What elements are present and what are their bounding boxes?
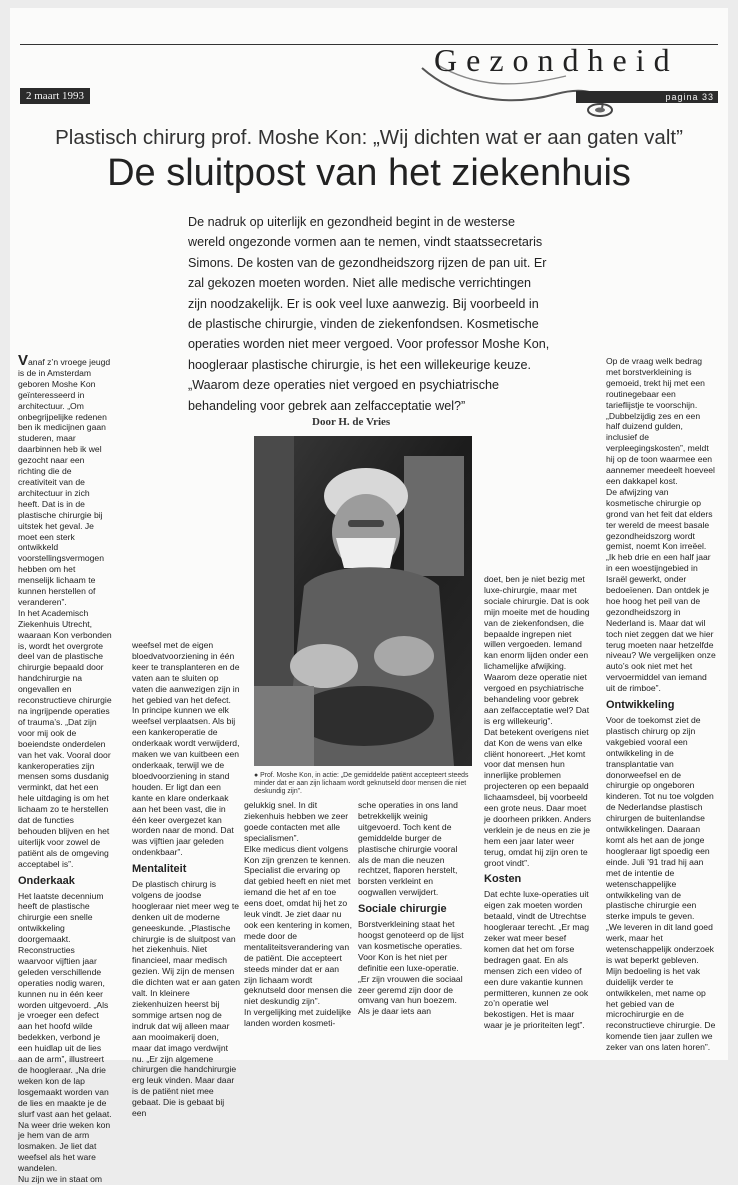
photo-caption: ● Prof. Moshe Kon, in actie: „De gemiddelde patiënt accepteert steeds minder dat er aan zijn lichaam wordt geknutseld door mensen die niet deskundig zijn”.: [254, 772, 469, 796]
subheading: Ontwikkeling: [606, 699, 675, 712]
paragraph: De afwijzing van kosmetische chirurgie op grond van het feit dat elders ter wereld de meest basale gezondheidszorg wordt gemist, noemt Kon irreëel. „Ik heb drie en een half jaar in een woestijngebied in Israël gewerkt, onder bedoeïenen. Dan ontdek je hoe hoog het peil van de gezondheidszorg in Nederland is. Maar dat wil toch niet zeggen dat we hier terug moeten naar hetzelfde niveau? We vergelijken onze auto’s ook niet met het vervoermiddel van iemand uit de rimboe”.: [606, 486, 716, 694]
byline: Door H. de Vries: [312, 416, 391, 428]
paragraph: anaf z’n vroege jeugd is de in Amsterdam geboren Moshe Kon geïnteresseerd in architectuur. „Om onbegrijpelijke redenen ben ik medicijnen gaan studeren, maar daarbinnen heb ik wel gezocht naar een richting die de creativiteit van de architectuur in zich heeft. Dat is in de plastische chirurgie bij uitstek het geval. Je moet een sterk ontwikkeld voorstellingsvermogen hebben om het menselijk lichaam te kunnen herstellen of veranderen”.: [18, 357, 111, 607]
paragraph: De plastisch chirurg is volgens de joodse hoogleraar niet meer weg te denken uit de moderne geneeskunde. „Plastische chirurgie is de sluitpost van het ziekenhuis. Niet financieel, maar medisch gezien. Wij zijn de mensen die dichten wat er aan gaten valt. In kleinere ziekenhuizen heerst bij sommige artsen nog de indruk dat wij alleen maar aan mooimakerij doen, maar dat imago verdwijnt nu. „Er zijn algemene chirurgen die handchirurgie erg leuk vinden. Maar daar is de patiënt niet mee gebaat. Die is gebaat bij een: [132, 879, 240, 1119]
article-column-6: [606, 356, 716, 1053]
article-column-3: [244, 800, 352, 1029]
paragraph: In vergelijking met zuidelijke landen worden kosmeti-: [244, 1007, 351, 1029]
issue-date: 2 maart 1993: [20, 88, 90, 104]
kicker: Plastisch chirurg prof. Moshe Kon: „Wij dichten wat er aan gaten valt”: [55, 126, 683, 149]
paragraph: Op de vraag welk bedrag met borstverkleining is gemoeid, trekt hij met een routinegebaar een tarieflijstje te voorschijn. „Dubbelzijdig zes en een half duizend gulden, inclusief de verpleegingskosten”, meldt hij op de toon waarmee een aannemer meedeelt hoeveel een dakkapel kost.: [606, 356, 715, 486]
subheading: Kosten: [484, 873, 522, 886]
article-column-2: [132, 640, 240, 1119]
article-column-4: [358, 800, 466, 1017]
lede: De nadruk op uiterlijk en gezondheid begint in de westerse wereld ongezonde vormen aan te nemen, vindt staatssecretaris Simons. De kosten van de gezondheidszorg rijzen de pan uit. Er zal gekozen moeten worden. Niet alle medische verrichtingen zijn noodzakelijk. Er is ook veel luxe aanwezig. Bij voorbeeld in de plastische chirurgie, vinden de ziekenfondsen. Kosmetische operaties worden niet meer vergoed. Voor professor Moshe Kon, hoogleraar plastische chirurgie, is het een willekeurige keuze. „Waarom deze operaties niet vergoed en psychiatrische behandeling voor gebrek aan zelfacceptatie wel?”: [188, 215, 550, 413]
newspaper-page: [10, 8, 728, 1185]
paragraph: „We leveren in dit land goed werk, maar het wetenschappelijk onderzoek is wat beperkt gebleven. Mijn bedoeling is het vak duidelijk verder te ontwikkelen, met name op het gebied van de microchirurgie en de reconstructieve chirurgie. De komende tien jaar zullen we zeker van ons laten horen”.: [606, 922, 716, 1053]
paragraph: Het laatste decennium heeft de plastische chirurgie een snelle ontwikkeling doorgemaakt. Reconstructies waarvoor vijftien jaar geleden verschillende operaties nodig waren, kunnen nu in één keer worden uitgevoerd. „Als je vroeger een defect aan het hoofd wilde bedekken, verbond je een huidlap uit de lies aan de arm”, illustreert de hoogleraar. „Na drie weken kon de lap losgemaakt worden van de lies en maakte je de slurf vast aan het gelaat. Na weer drie weken kon je hem van de arm losmaken. Je liet dat weefsel als het ware wandelen.: [18, 890, 112, 1174]
paragraph: doet, ben je niet bezig met luxe-chirurgie, maar met sociale chirurgie. Dat is ook mijn moeite met de houding van de ziekenfondsen, die bepaalde ingrepen niet willen vergoeden. Iemand kan enorm lijden onder een lichamelijke afwijking. Waarom deze operatie niet vergoed en psychiatrische behandeling voor gebrek aan zelfacceptatie wel? Dat is erg willekeurig”.: [484, 574, 590, 726]
surgeon-photo: [254, 436, 472, 766]
subheading: Mentaliteit: [132, 863, 187, 876]
paragraph: In het Academisch Ziekenhuis Utrecht, waaraan Kon verbonden is, wordt het overgrote deel van de plastische chirurgie bepaald door handchirurgie na ongevallen en reconstructieve chirurgie na ingrijpende operaties of trauma’s. „Dat zijn voor mij ook de boeiendste onderdelen van het vak. Vooral door kankeroperaties zijn mensen soms dusdanig verminkt, dat het een hele uitdaging is om het lichaam zo te herstellen dat de functies behouden blijven en het uiterlijk voor zowel de patiënt als de omgeving acceptabel is”.: [18, 607, 112, 869]
paragraph: Voor de toekomst ziet de plastisch chirurg op zijn vakgebied vooral een ontwikkeling in de transplantatie van donorweefsel en de chirurgie op ongeboren kinderen. Tot nu toe volgden de Nederlandse plastisch chirurgen de buitenlandse ontwikkelingen. Daaraan komt als het aan de jonge hoogleraar ligt spoedig een einde. Juli ’91 trad hij aan met de intentie de wetenschappelijke ontwikkeling van de plastische chirurgie een sterke impuls te geven.: [606, 715, 714, 922]
paragraph: Borstverkleining staat het hoogst genoteerd op de lijst van kosmetische operaties. Voor Kon is het niet per definitie een luxe-operatie. „Er zijn vrouwen die sociaal zeer geremd zijn door de omvang van hun boezem. Als je daar iets aan: [358, 919, 464, 1017]
paragraph: Dat echte luxe-operaties uit eigen zak moeten worden betaald, vindt de Utrechtse hoogleraar terecht. „Er mag zeker wat meer besef komen dat het om forse bedragen gaat. En als mensen zich een video of een dure vakantie kunnen permitteren, kunnen ze ook zo’n operatie wel bekostigen. Het is maar waar je je prioriteiten legt”.: [484, 889, 590, 1031]
subheading: Sociale chirurgie: [358, 903, 447, 916]
article-column-5: [484, 574, 592, 1031]
paragraph: sche operaties in ons land betrekkelijk weinig uitgevoerd. Toch kent de gemiddelde burger de plastische chirurgie vooral als de man die neuzen rechtzet, flaporen herstelt, borsten verkleint en oogwallen verwijdert.: [358, 800, 458, 898]
article-column-1: [18, 352, 112, 1185]
paragraph: gelukkig snel. In dit ziekenhuis hebben we zeer goede contacten met alle specialismen”.: [244, 800, 349, 843]
subheading: Onderkaak: [18, 874, 75, 887]
dropcap: V: [18, 352, 29, 369]
paragraph: weefsel met de eigen bloedvatvoorziening in één keer te transplanteren en de vaten aan te sluiten op vaten die aanwezigen zijn in het gebied van het defect. In principe kunnen we elk weefsel verplaatsen. Als bij een kankeroperatie de onderkaak wordt verwijderd, maken we van kuitbeen een onderkaak, terwijl we de bloedvoorziening in stand houden. Er ligt dan een kante en klare onderkaak aan het been vast, die in één keer overgezet kan worden naar de mond. Dat was vijftien jaar geleden ondenkbaar”.: [132, 640, 240, 858]
masthead: [16, 36, 722, 106]
headline: De sluitpost van het ziekenhuis: [107, 152, 631, 194]
paragraph: Nu zijn we in staat om: [18, 1174, 103, 1185]
page-number: pagina 33: [576, 91, 718, 103]
paragraph: Dat betekent overigens niet dat Kon de wens van elke cliënt honoreert. „Het komt voor dat mensen hun innerlijke problemen projecteren op een bepaald lichaamsdeel, bij voorbeeld een grote neus. Daar moet je doorheen prikken. Anders verklein je de neus en zie je hem een jaar later weer terug, omdat hij zijn oren te groot vindt”.: [484, 726, 592, 868]
paragraph: Elke medicus dient volgens Kon zijn grenzen te kennen. Specialist die ervaring op dat gebied heeft en niet met iemand die het af en toe eens doet, omdat hij het zo leuk vindt. Je ziet daar nu ook een kentering in komen, mede door de mentaliteitsverandering van de patiënt. Die accepteert steeds minder dat er aan zijn lichaam wordt geknutseld door mensen die niet deskundig zijn”.: [244, 843, 352, 1007]
section-title: Gezondheid: [434, 42, 679, 78]
